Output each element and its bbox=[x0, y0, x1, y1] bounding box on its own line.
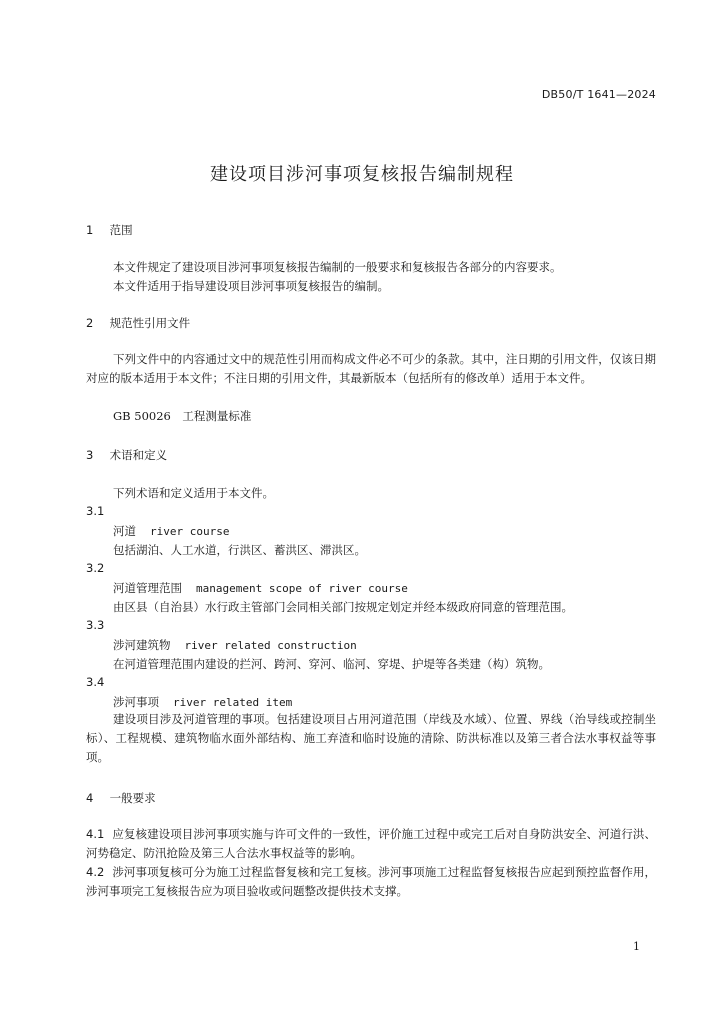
term-zh: 河道 bbox=[113, 524, 136, 538]
section-heading-normative-references bbox=[86, 315, 190, 331]
term-definition: 由区县（自治县）水行政主管部门会同相关部门按规定划定并经本级政府同意的管理范围。 bbox=[113, 600, 573, 614]
term-number: 3.2 bbox=[86, 561, 105, 575]
term-definition: 在河道管理范围内建设的拦河、跨河、穿河、临河、穿堤、护堤等各类建（构）筑物。 bbox=[113, 657, 550, 671]
scope-line-1: 本文件规定了建设项目涉河事项复核报告编制的一般要求和复核报告各部分的内容要求。 bbox=[113, 260, 562, 274]
clause-text: 应复核建设项目涉河事项实施与许可文件的一致性，评价施工过程中或完工后对自身防洪安全、河道行洪、河势稳定、防汛抢险及第三人合法水事权益等的影响。 bbox=[86, 827, 656, 860]
term-zh: 涉河建筑物 bbox=[113, 638, 171, 652]
section-number: 2 bbox=[86, 316, 94, 330]
term-number: 3.3 bbox=[86, 618, 105, 632]
term-en: management scope of river course bbox=[196, 582, 408, 595]
section-number: 3 bbox=[86, 448, 94, 462]
term-number: 3.1 bbox=[86, 504, 105, 518]
clause-number: 4.2 bbox=[86, 865, 105, 879]
section-title: 范围 bbox=[109, 223, 133, 237]
term-definition: 包括湖泊、人工水道，行洪区、蓄洪区、滞洪区。 bbox=[113, 543, 366, 557]
referenced-standard: GB 50026 工程测量标准 bbox=[113, 409, 252, 423]
section-heading-scope bbox=[86, 222, 133, 238]
clause-4-2 bbox=[86, 863, 656, 901]
term-heading bbox=[113, 694, 292, 710]
terms-intro: 下列术语和定义适用于本文件。 bbox=[113, 486, 274, 500]
term-en: river related construction bbox=[184, 639, 357, 652]
document-title: 建设项目涉河事项复核报告编制规程 bbox=[210, 164, 514, 185]
standard-code: DB50/T 1641—2024 bbox=[541, 88, 656, 101]
clause-text: 涉河事项复核可分为施工过程监督复核和完工复核。涉河事项施工过程监督复核报告应起到预控监督作用，涉河事项完工复核报告应为项目验收或问题整改提供技术支撑。 bbox=[86, 865, 656, 898]
section-heading-general-requirements bbox=[86, 790, 156, 806]
term-zh: 涉河事项 bbox=[113, 695, 159, 709]
scope-line-2: 本文件适用于指导建设项目涉河事项复核报告的编制。 bbox=[113, 279, 389, 293]
term-en: river related item bbox=[173, 696, 293, 709]
section-title: 一般要求 bbox=[109, 791, 156, 805]
page-number: 1 bbox=[633, 940, 640, 953]
clause-number: 4.1 bbox=[86, 827, 105, 841]
term-zh: 河道管理范围 bbox=[113, 581, 182, 595]
term-heading bbox=[113, 523, 229, 539]
section-heading-terms bbox=[86, 447, 167, 463]
term-definition: 建设项目涉及河道管理的事项。包括建设项目占用河道范围（岸线及水域）、位置、界线（治导线或控制坐标）、工程规模、建筑物临水面外部结构、施工弃渣和临时设施的清除、防洪标准以及第三者合法水事权益等事项。 bbox=[86, 712, 656, 764]
term-number: 3.4 bbox=[86, 675, 105, 689]
term-en: river course bbox=[150, 525, 230, 538]
section-title: 术语和定义 bbox=[109, 448, 168, 462]
normative-references-paragraph: 下列文件中的内容通过文中的规范性引用而构成文件必不可少的条款。其中，注日期的引用文件，仅该日期对应的版本适用于本文件；不注日期的引用文件，其最新版本（包括所有的修改单）适用于本文件。 bbox=[86, 352, 656, 385]
section-title: 规范性引用文件 bbox=[109, 316, 191, 330]
section-number: 4 bbox=[86, 791, 94, 805]
term-heading bbox=[113, 637, 357, 653]
term-heading bbox=[113, 580, 408, 596]
clause-4-1 bbox=[86, 825, 656, 863]
section-number: 1 bbox=[86, 223, 94, 237]
